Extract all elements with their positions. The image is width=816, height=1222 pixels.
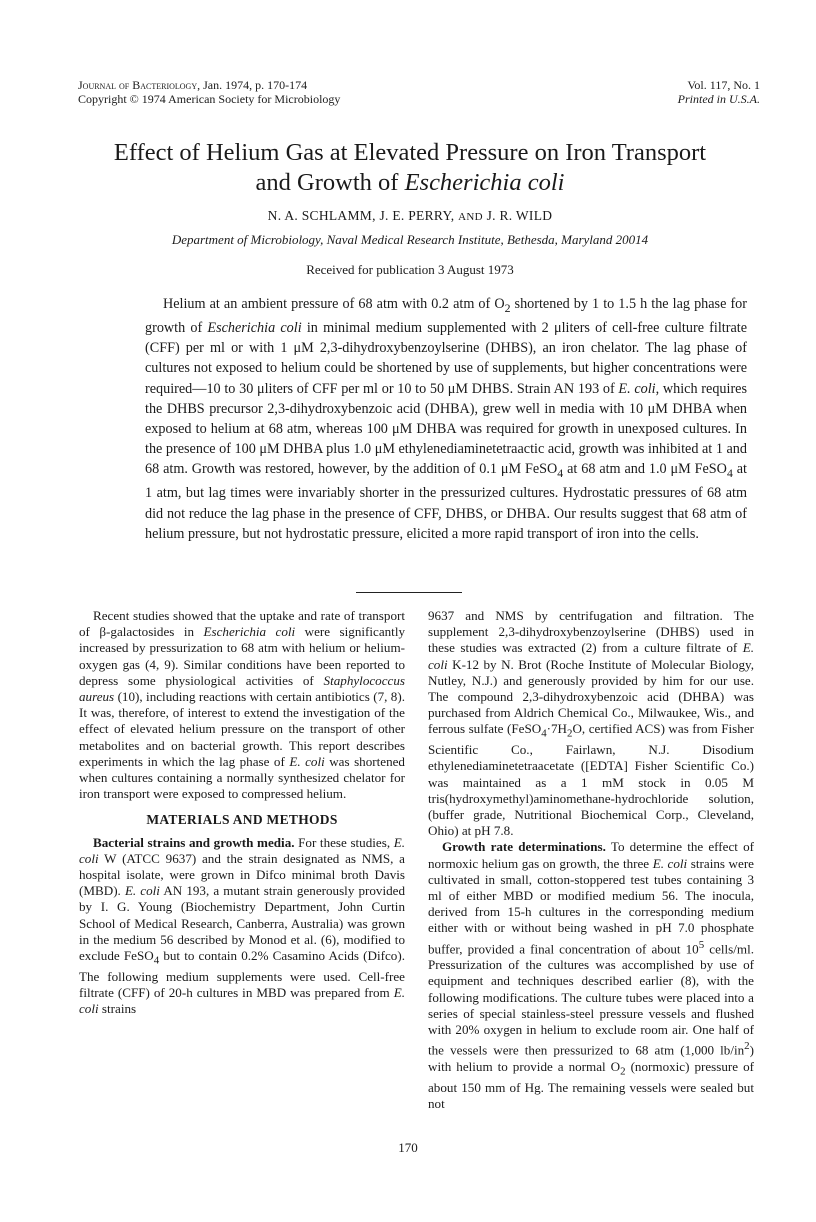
title-line-1: Effect of Helium Gas at Elevated Pressure on Iron Transport (113, 139, 707, 166)
authors (60, 208, 760, 224)
body-text: W (ATCC 9637) and the strain designated as NMS, a hospital isolate, were grown in Difco minimal broth Davis (MBD). (79, 850, 405, 899)
title-line-2 (60, 168, 760, 198)
body-text: (10), including reactions with certain antibiotics (7, 8). It was, therefore, of interest to extend the investigation of the effect of elevated helium pressure on the transport of other metabolites and on bacterial growth. This report describes experiments in which the lag phase of (79, 689, 405, 769)
author-names-2: J. R. WILD (486, 208, 553, 223)
body-text: K-12 by N. Brot (Roche Institute of Molecular Biology, Nutley, N.J.) and generously provided by him for our use. The compound 2,3-dihydroxybenzoic acid (DHBA) was purchased from Aldrich Chemical Co., Milwaukee, Wis., and ferrous sulfate (FeSO (428, 656, 754, 737)
organism-name: E. coli (79, 834, 405, 866)
journal-name: Journal of Bacteriology (78, 78, 198, 92)
organism-name: Staphylococcus aureus (79, 672, 405, 705)
strains-paragraph (79, 835, 405, 1018)
abstract-subscript: 4 (726, 466, 733, 481)
volume-info: Vol. 117, No. 1 (687, 78, 760, 92)
author-and: AND (458, 211, 483, 223)
body-text: (normoxic) pressure of about 150 mm of Hg. The remaining vessels were sealed but not (428, 1058, 754, 1111)
body-text: but to contain 0.2% Casamino Acids (Difco). The following medium supplements were used. Cell-free filtrate (CFF) of 20-h cultures in MBD was prepared from (79, 948, 405, 1001)
body-text: O, certified ACS) was from Fisher Scientific Co., Fairlawn, N.J. Disodium ethylenediaminetetraacetate ([EDTA] Fisher Scientific Co.) was maintained as a 1 mM stock in 0.05 M tris(hydroxymethyl)aminomethane-hydrochloride solution, (buffer grade, Nutritional Biochemical Corp., Cleveland, Ohio) at pH 7.8. (428, 721, 754, 839)
abstract-organism: Escherichia coli (207, 320, 302, 337)
body-text: cells/ml. Pressurization of the cultures was accomplished by use of equipment and techniques described earlier (8), with the following modifications. The culture tubes were placed into a series of special stainless-steel pressure vessels and flushed with 20% oxygen in helium to exclude room air. One half of the vessels were then pressurized to 68 atm (1,000 lb/in (428, 941, 754, 1058)
section-divider (356, 592, 462, 593)
organism-name: E. coli (79, 985, 405, 1017)
body-text: strains (98, 1001, 137, 1017)
article-title (60, 138, 760, 198)
subscript: 4 (153, 954, 160, 967)
superscript: 2 (744, 1040, 750, 1053)
body-text: For these studies, (294, 834, 394, 850)
organism-name: E. coli (652, 855, 688, 871)
body-text: were significantly increased by pressurization to 68 atm with helium or helium-oxygen gas (4, 9). Similar conditions have been reported to depress some physiological activities of (79, 624, 405, 688)
organism-name: E. coli (428, 640, 754, 672)
abstract (145, 294, 747, 544)
title-organism: Escherichia coli (404, 169, 565, 196)
received-date: Received for publication 3 August 1973 (306, 262, 514, 277)
superscript: 5 (698, 938, 705, 951)
abstract-text: at 1 atm, but lag times were invariably shorter in the pressurized cultures. Hydrostatic pressures of 68 atm did not reduce the lag phase in the presence of CFF, DHBS, or DHBA. Our results suggest that 68 atm of helium pressure, but not hydrostatic pressure, elicited a more rapid transport of iron into the cells. (145, 461, 747, 542)
run-in-heading: Bacterial strains and growth media. (93, 834, 295, 850)
abstract-text: shortened by 1 to 1.5 h the lag phase for growth of (145, 296, 747, 337)
abstract-organism: E. coli (618, 380, 656, 397)
body-text: 9637 and NMS by centrifugation and filtration. The supplement 2,3-dihydroxybenzoylserine (DHBS) used in these studies was extracted (2) from a culture filtrate of (428, 608, 754, 656)
issue-info: , Jan. 1974, p. 170-174 (197, 78, 308, 92)
body-text: Recent studies showed that the uptake and rate of transport of β-galactosides in (79, 608, 405, 640)
abstract-subscript: 2 (504, 300, 511, 315)
page-number: 170 (398, 1140, 418, 1155)
title-prefix: and Growth of (255, 169, 405, 196)
organism-name: Escherichia coli (203, 624, 296, 640)
subscript: 4 (541, 728, 547, 741)
abstract-text: Helium at an ambient pressure of 68 atm with 0.2 atm of O (163, 296, 505, 312)
journal-citation (78, 78, 340, 92)
organism-name: E. coli (124, 883, 160, 899)
body-text: was shortened when cultures containing a normally synthesized chelator for iron transport were exposed to compressed helium. (79, 753, 405, 802)
body-text: ) with helium to provide a normal O (428, 1042, 754, 1074)
printed-in: Printed in U.S.A. (677, 92, 760, 106)
abstract-subscript: 4 (557, 466, 564, 481)
affiliation: Department of Microbiology, Naval Medical Research Institute, Bethesda, Maryland 20014 (171, 232, 649, 247)
growth-rate-paragraph (428, 839, 754, 1112)
volume-header (678, 78, 760, 106)
journal-header (78, 78, 340, 106)
organism-name: E. coli (289, 753, 325, 769)
body-text: strains were cultivated in small, cotton-stoppered test tubes containing 3 ml of either MBD or modified medium 56. The inocula, derived from 15-h cultures in the corresponding medium either with or without being washed in pH 7.0 phosphate buffer, provided a final concentration of about 10 (428, 855, 754, 957)
body-text: To determine the effect of normoxic helium gas on growth, the three (428, 839, 754, 871)
body-text: AN 193, a mutant strain generously provided by I. G. Young (Biochemistry Department, John Curtin School of Medical Research, Canberra, Australia) was grown in the medium 56 described by Monod et al. (6), modified to exclude FeSO (79, 883, 406, 964)
copyright-line: Copyright © 1974 American Society for Microbiology (78, 92, 341, 106)
introduction-paragraph (79, 608, 405, 802)
run-in-heading: Growth rate determinations. (442, 839, 606, 855)
body-text: ·7H (546, 721, 568, 737)
author-names-1: N. A. SCHLAMM, J. E. PERRY, (267, 208, 455, 223)
continued-paragraph (428, 608, 754, 839)
right-column (428, 608, 754, 1112)
subscript: 2 (567, 728, 573, 741)
abstract-text: at 68 atm and 1.0 μM FeSO (563, 461, 727, 478)
abstract-text: in minimal medium supplemented with 2 μliters of cell-free culture filtrate (CFF) per ml or with 1 μM 2,3-dihydroxybenzoylserine (DHBS), an iron chelator. The lag phase of cultures not exposed to helium could be shortened by use of supplements, but higher concentrations were required—10 to 30 μliters of CFF per ml or 10 to 50 μM DHBS. Strain AN 193 of (145, 320, 747, 397)
subscript: 2 (620, 1065, 626, 1078)
left-column (79, 608, 405, 1017)
abstract-text: , which requires the DHBS precursor 2,3-dihydroxybenzoic acid (DHBA), grew well in media with 10 μM DHBA when exposed to helium at 68 atm, whereas 100 μM DHBA was required for growth in unexposed cultures. In the presence of 100 μM DHBA plus 1.0 μM ethylenediaminetetraactic acid, growth was inhibited at 1 and 68 atm. Growth was restored, however, by the addition of 0.1 μM FeSO (145, 380, 747, 478)
section-heading: MATERIALS AND METHODS (146, 812, 338, 828)
